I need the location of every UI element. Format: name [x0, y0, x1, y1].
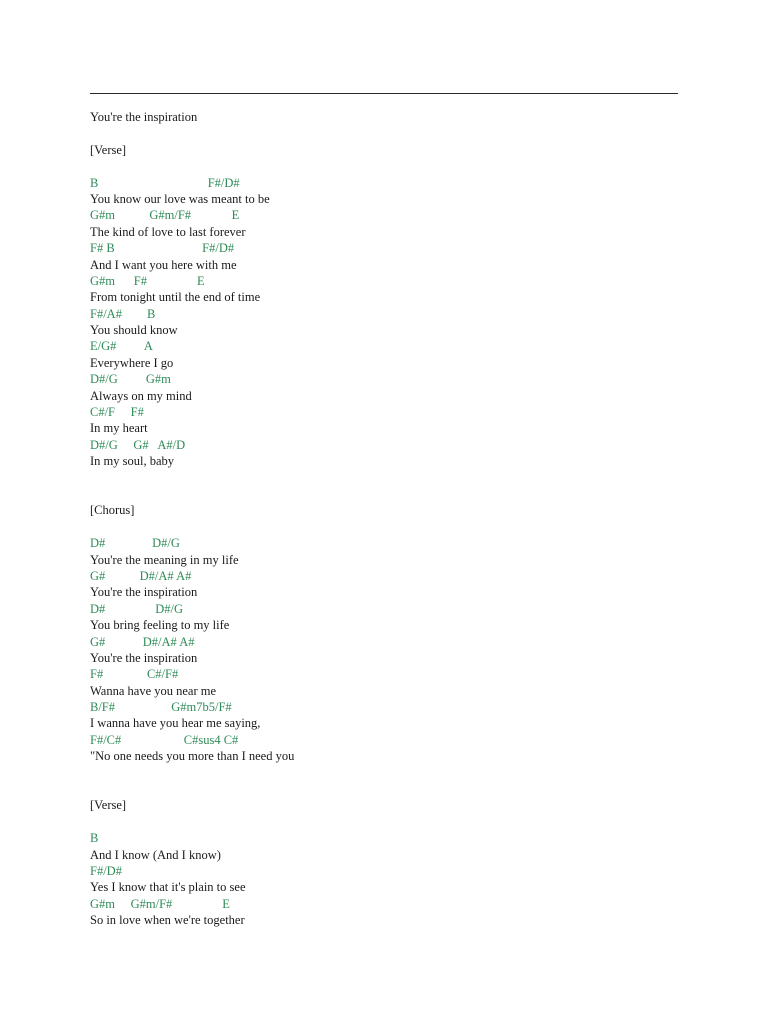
section-verse-1 — [90, 142, 680, 470]
chord-line: G# D#/A# A# — [90, 568, 192, 583]
chord-line: D# D#/G — [90, 601, 184, 616]
section-header: [Verse] — [90, 142, 127, 157]
lyric-line: From tonight until the end of time — [90, 290, 261, 305]
song-sheet — [90, 109, 680, 929]
lyric-line: The kind of love to last forever — [90, 224, 246, 239]
lyric-line: And I want you here with me — [90, 257, 237, 272]
chord-line: G#m G#m/F# E — [90, 208, 240, 223]
section-header: [Chorus] — [90, 503, 135, 518]
chord-line: F#/A# B — [90, 306, 156, 321]
lyric-line: In my heart — [90, 421, 148, 436]
chord-line: B — [90, 831, 99, 846]
chord-line: G# D#/A# A# — [90, 634, 195, 649]
lyric-line: Always on my mind — [90, 388, 192, 403]
chord-line: F# B F#/D# — [90, 241, 235, 256]
chord-line: B F#/D# — [90, 175, 240, 190]
chord-line: D#/G G# A#/D — [90, 437, 186, 452]
lyric-line: So in love when we're together — [90, 913, 245, 928]
lyric-line: You're the meaning in my life — [90, 552, 239, 567]
lyric-line: You're the inspiration — [90, 650, 198, 665]
song-title: You're the inspiration — [90, 110, 198, 124]
lyric-line: Wanna have you near me — [90, 683, 217, 698]
lyric-line: In my soul, baby — [90, 454, 175, 469]
lyric-line: You bring feeling to my life — [90, 618, 230, 633]
chord-line: G#m G#m/F# E — [90, 896, 230, 911]
section-chorus — [90, 502, 680, 764]
lyric-line: You should know — [90, 323, 178, 338]
chord-line: F# C#/F# — [90, 667, 179, 682]
chord-line: D# D#/G — [90, 536, 180, 551]
lyric-line: You know our love was meant to be — [90, 191, 270, 206]
lyric-line: "No one needs you more than I need you — [90, 749, 295, 764]
lyric-line: Yes I know that it's plain to see — [90, 880, 246, 895]
chord-line: G#m F# E — [90, 273, 205, 288]
lyric-line: I wanna have you hear me saying, — [90, 716, 261, 731]
section-header: [Verse] — [90, 798, 127, 813]
chord-line: D#/G G#m — [90, 372, 171, 387]
chord-line: E/G# A — [90, 339, 153, 354]
chord-line: C#/F F# — [90, 405, 144, 420]
chord-line: B/F# G#m7b5/F# — [90, 700, 232, 715]
chord-line: F#/C# C#sus4 C# — [90, 732, 239, 747]
lyric-line: And I know (And I know) — [90, 847, 221, 862]
lyric-line: Everywhere I go — [90, 355, 174, 370]
top-rule-divider — [90, 93, 678, 94]
section-verse-2 — [90, 797, 680, 928]
lyric-line: You're the inspiration — [90, 585, 198, 600]
chord-line: F#/D# — [90, 863, 122, 878]
